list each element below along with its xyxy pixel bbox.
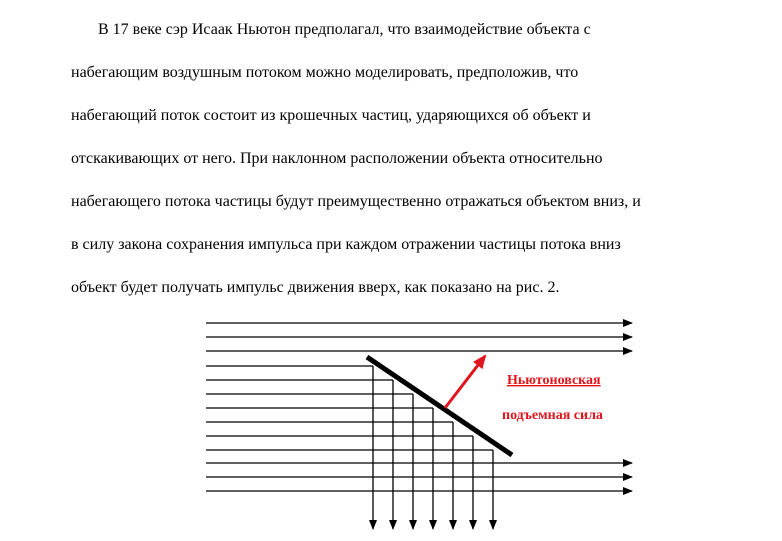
lower-streamlines — [206, 463, 632, 491]
lift-label-line2: подъемная сила — [502, 408, 603, 423]
lift-label-line1: Ньютоновская — [507, 373, 601, 388]
paragraph-line: В 17 веке сэр Исаак Ньютон предполагал, что взаимодействие объекта с — [98, 21, 591, 38]
paragraph-line: в силу закона сохранения импульса при каждом отражении частицы потока вниз — [71, 236, 621, 253]
lift-force-arrow — [445, 356, 485, 408]
paragraph-line: набегающим воздушным потоком можно моделировать, предположив, что — [71, 64, 579, 81]
paragraph-line: объект будет получать импульс движения вверх, как показано на рис. 2. — [71, 279, 560, 296]
inclined-plate — [367, 357, 512, 455]
upper-streamlines — [206, 323, 632, 351]
incoming-streamlines — [206, 366, 493, 450]
paragraph-line: отскакивающих от него. При наклонном расположении объекта относительно — [71, 150, 603, 167]
deflected-streamlines — [373, 366, 493, 529]
paragraph-line: набегающий поток состоит из крошечных частиц, ударяющихся об объект и — [71, 107, 591, 124]
paragraph-line: набегающего потока частицы будут преимущественно отражаться объектом вниз, и — [71, 193, 641, 210]
